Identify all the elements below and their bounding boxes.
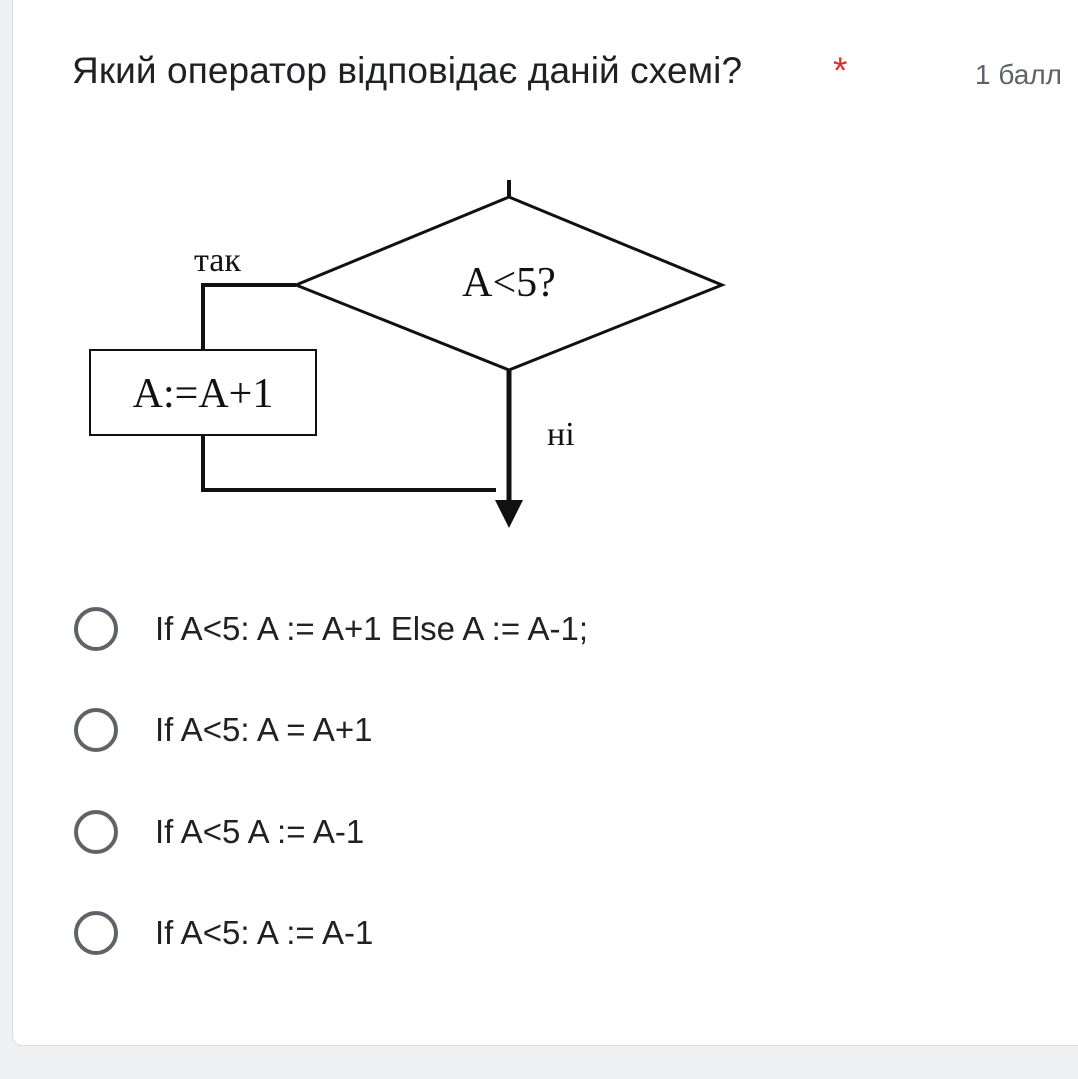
- action-return-line: [203, 435, 496, 490]
- required-marker: *: [833, 50, 848, 91]
- option-2[interactable]: [74, 704, 372, 756]
- option-label: If A<5 A := A-1: [155, 813, 365, 850]
- option-3[interactable]: [74, 806, 364, 858]
- yes-branch-line: [203, 285, 296, 350]
- option-label: If A<5: A := A+1 Else A := A-1;: [155, 610, 588, 647]
- option-4[interactable]: [74, 907, 373, 959]
- action-label: A:=A+1: [132, 371, 274, 417]
- option-1[interactable]: [74, 603, 588, 655]
- yes-label: так: [194, 242, 241, 279]
- down-arrow-icon: [495, 500, 523, 528]
- no-label: ні: [547, 416, 575, 453]
- radio-circle-icon[interactable]: [74, 911, 118, 955]
- radio-circle-icon[interactable]: [74, 607, 118, 651]
- radio-circle-icon[interactable]: [74, 810, 118, 854]
- option-label: If A<5: A = A+1: [155, 711, 373, 748]
- question-title: Який оператор відповідає даній схемі?: [72, 50, 743, 91]
- decision-condition: A<5?: [462, 260, 556, 306]
- radio-circle-icon[interactable]: [74, 708, 118, 752]
- option-label: If A<5: A := A-1: [155, 914, 374, 951]
- points-label: 1 балл: [975, 59, 1062, 90]
- flowchart-diagram: [84, 175, 734, 535]
